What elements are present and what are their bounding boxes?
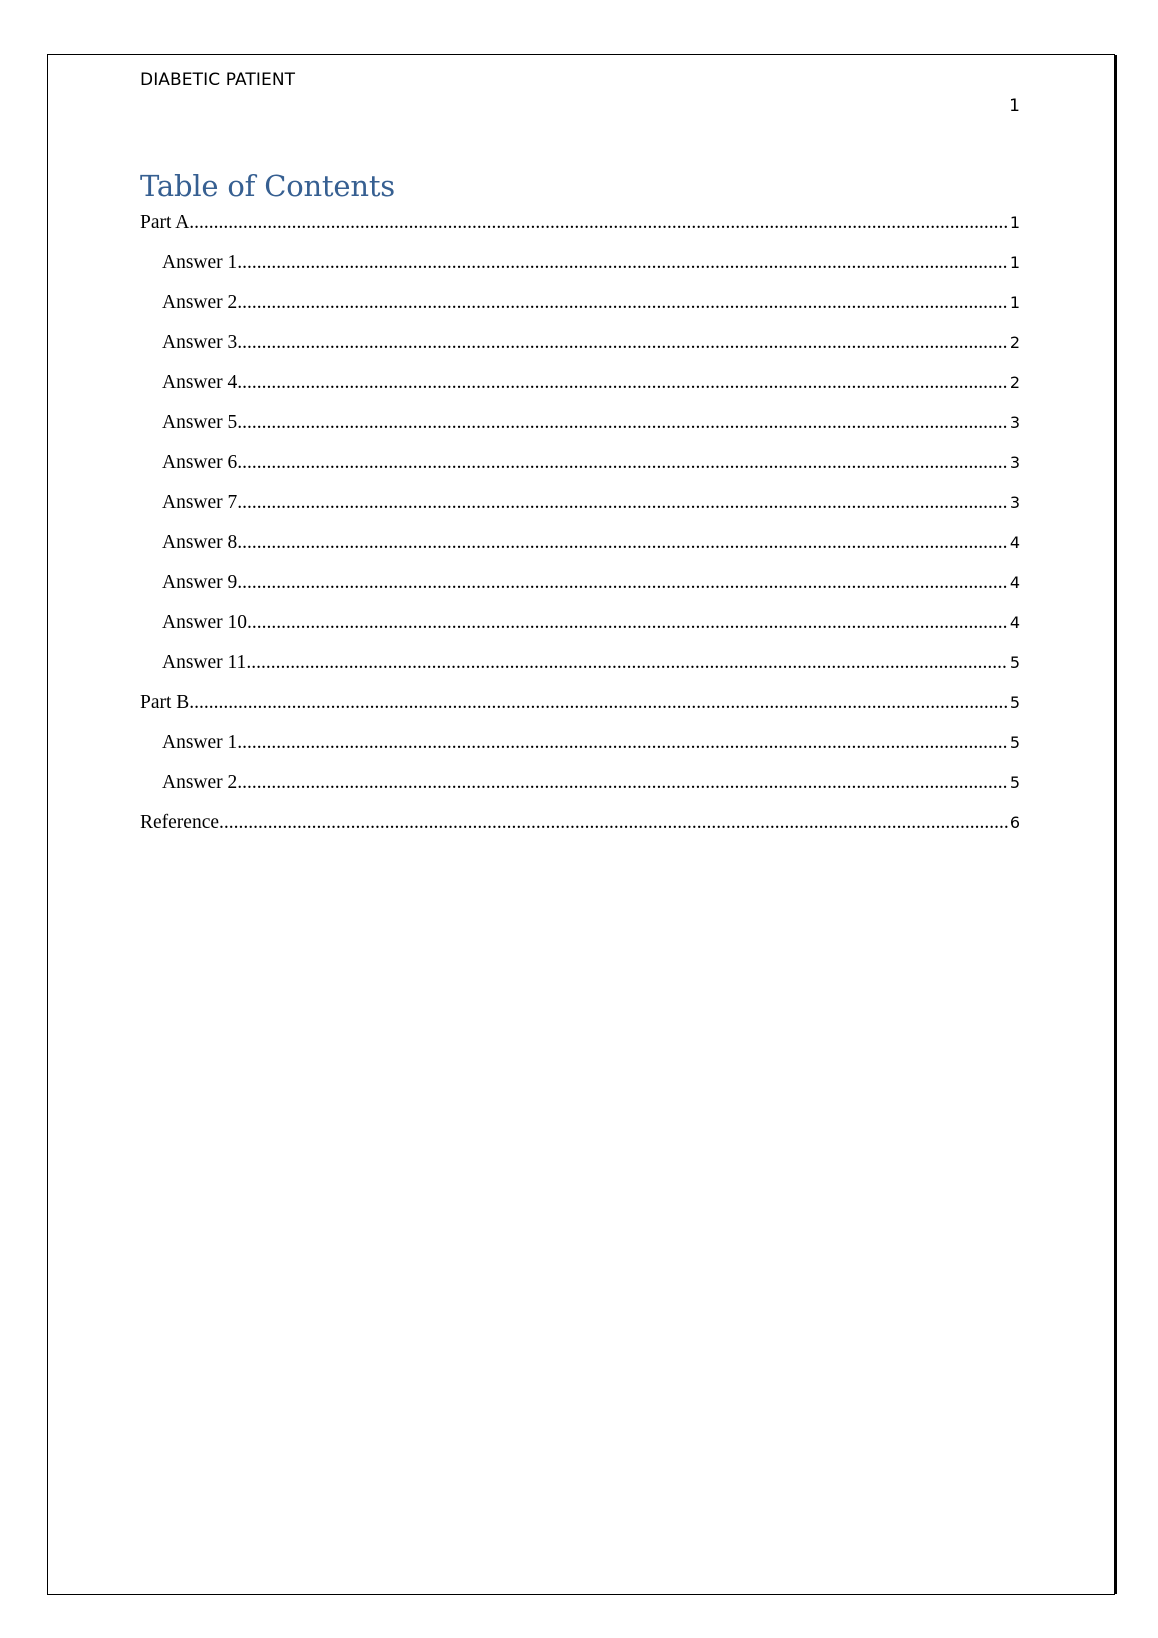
toc-entry-page: 5	[1009, 733, 1020, 752]
toc-list	[140, 209, 1020, 849]
toc-entry-label: Answer 9	[162, 572, 238, 593]
toc-entry-label: Answer 1	[162, 732, 238, 753]
toc-entry-page: 4	[1009, 613, 1020, 632]
toc-dot-leader	[237, 289, 1008, 317]
toc-entry-page: 1	[1009, 213, 1020, 232]
toc-entry-part-b[interactable]	[140, 689, 1020, 729]
toc-entry-label: Answer 3	[162, 332, 238, 353]
toc-dot-leader	[237, 409, 1008, 437]
toc-entry-page: 3	[1009, 453, 1020, 472]
toc-entry-label: Answer 2	[162, 772, 238, 793]
toc-dot-leader	[189, 209, 1008, 237]
toc-entry-page: 2	[1009, 373, 1020, 392]
toc-dot-leader	[237, 489, 1008, 517]
toc-entry-page: 5	[1009, 693, 1020, 712]
toc-entry-page: 4	[1009, 533, 1020, 552]
running-head: DIABETIC PATIENT	[140, 70, 296, 90]
toc-entry-label: Answer 5	[162, 412, 238, 433]
page-number: 1	[1009, 96, 1020, 116]
toc-dot-leader	[237, 449, 1008, 477]
toc-dot-leader	[237, 329, 1008, 357]
toc-entry-label: Part A	[140, 212, 190, 233]
toc-entry-page: 6	[1009, 813, 1020, 832]
toc-entry-page: 5	[1009, 653, 1020, 672]
toc-dot-leader	[237, 769, 1008, 797]
toc-entry-part-a-answer-7[interactable]	[140, 489, 1020, 529]
toc-entry-part-a-answer-10[interactable]	[140, 609, 1020, 649]
toc-entry-label: Reference	[140, 812, 220, 833]
toc-dot-leader	[237, 569, 1008, 597]
toc-entry-part-b-answer-1[interactable]	[140, 729, 1020, 769]
toc-entry-part-a-answer-9[interactable]	[140, 569, 1020, 609]
toc-dot-leader	[237, 369, 1008, 397]
toc-entry-part-a[interactable]	[140, 209, 1020, 249]
toc-dot-leader	[246, 649, 1008, 677]
toc-entry-part-a-answer-3[interactable]	[140, 329, 1020, 369]
toc-entry-label: Answer 1	[162, 252, 238, 273]
toc-entry-label: Answer 7	[162, 492, 238, 513]
toc-entry-label: Answer 11	[162, 652, 247, 673]
toc-dot-leader	[237, 529, 1008, 557]
toc-entry-label: Answer 2	[162, 292, 238, 313]
toc-entry-part-a-answer-2[interactable]	[140, 289, 1020, 329]
toc-dot-leader	[247, 609, 1008, 637]
toc-entry-label: Answer 4	[162, 372, 238, 393]
toc-entry-page: 3	[1009, 413, 1020, 432]
toc-entry-label: Answer 6	[162, 452, 238, 473]
toc-entry-page: 5	[1009, 773, 1020, 792]
toc-entry-part-a-answer-5[interactable]	[140, 409, 1020, 449]
toc-heading: Table of Contents	[140, 169, 395, 203]
toc-entry-page: 2	[1009, 333, 1020, 352]
toc-entry-part-a-answer-4[interactable]	[140, 369, 1020, 409]
toc-entry-part-a-answer-1[interactable]	[140, 249, 1020, 289]
toc-entry-label: Part B	[140, 692, 190, 713]
toc-dot-leader	[237, 729, 1008, 757]
toc-entry-page: 4	[1009, 573, 1020, 592]
toc-dot-leader	[189, 689, 1008, 717]
toc-dot-leader	[237, 249, 1008, 277]
toc-entry-reference[interactable]	[140, 809, 1020, 849]
toc-entry-part-a-answer-11[interactable]	[140, 649, 1020, 689]
toc-dot-leader	[219, 809, 1008, 837]
toc-entry-part-b-answer-2[interactable]	[140, 769, 1020, 809]
toc-entry-label: Answer 10	[162, 612, 248, 633]
toc-entry-page: 1	[1009, 293, 1020, 312]
toc-entry-part-a-answer-8[interactable]	[140, 529, 1020, 569]
toc-entry-page: 1	[1009, 253, 1020, 272]
toc-entry-part-a-answer-6[interactable]	[140, 449, 1020, 489]
toc-entry-label: Answer 8	[162, 532, 238, 553]
toc-entry-page: 3	[1009, 493, 1020, 512]
